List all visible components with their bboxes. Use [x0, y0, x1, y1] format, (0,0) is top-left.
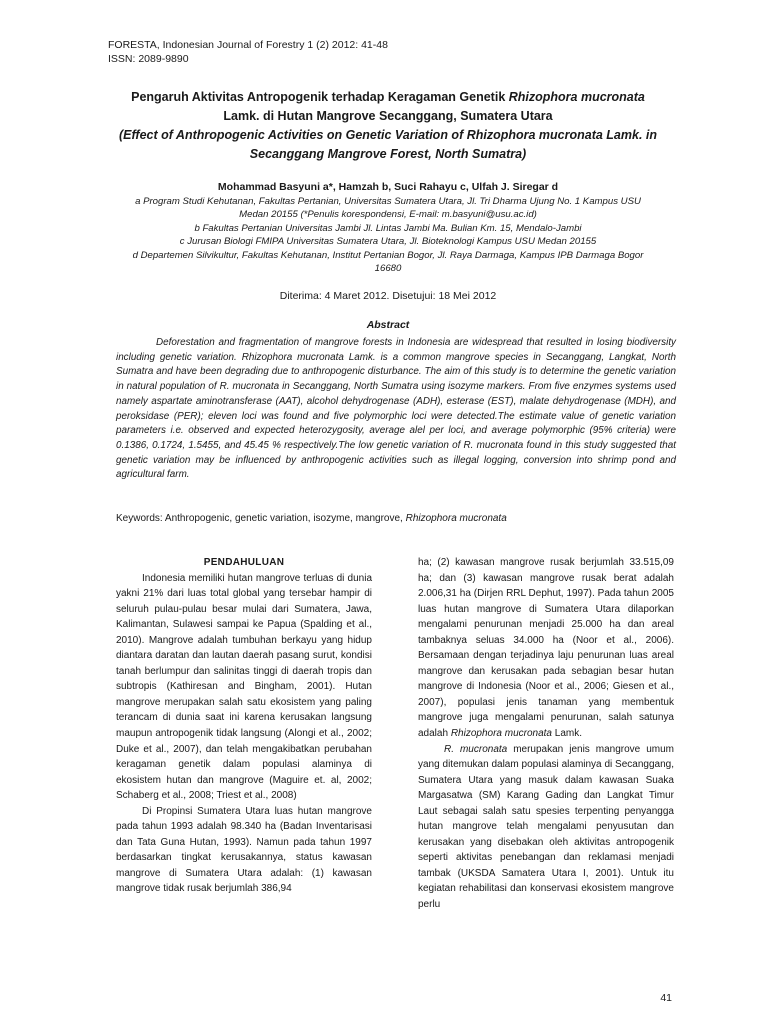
abstract-text: Deforestation and fragmentation of mangrove forests in Indonesia are widespread that resulted in losing biodiversity including genetic variation. Rhizophora mucronata Lamk. is a common mangrove species in Secanggang, Langkat, North Sumatra and have been degrading due to anthropogenic disturbance. The aim of this study is to determine the genetic variation in natural population of R. mucronata in Secanggang, North Sumatra using isozyme markers. From five enzymes systems used namely aspartate aminotransferase (AAT), alcohol dehydrogenase (ADH), esterase (EST), malate dehydrogenase (MDH), and peroksidase (PER); eleven loci was found and five polymorphic loci were detected.The estimate value of genetic variation parameters i.e. observed and expected heterozygosity, average alel per loci, and average polymorphic (95% criteria) were 0.1386, 0.1724, 1.5455, and 45.45 % respectively.The low genetic variation of R. mucronata found in this study suggested that genetic variation may be influenced by anthropogenic activities such as illegal logging, conversion into shrimp pond and agricultural farm. — [116, 337, 676, 481]
title-line-4: Secanggang Mangrove Forest, North Sumatra) — [249, 147, 527, 161]
title-species: Rhizophora mucronata — [508, 90, 645, 104]
abstract-heading: Abstract — [366, 319, 410, 331]
author-list: Mohammad Basyuni a*, Hamzah b, Suci Rahayu c, Ulfah J. Siregar d — [217, 181, 559, 193]
section-heading: PENDAHULUAN — [203, 557, 285, 568]
intro-paragraph-1: Indonesia memiliki hutan mangrove terluas di dunia yakni 21% dari luas total global yang tersebar hampir di seluruh pulau-pulau besar mulai dari Sumatera, Jawa, Kalimantan, Sulawesi sampai ke Papua (Spalding et al., 2010). Mangrove adalah tumbuhan berkayu yang hidup diantara daratan dan lautan daerah pasang surut, kondisi tanah berlumpur dan salinitas tinggi di daerah tropis dan subtropis (Kathiresan and Bingham, 2001). Hutan mangrove merupakan salah satu ekosistem yang paling terancam di dunia saat ini karena kerusakan langsung maupun antropogenik tidak langsung (Alongi et al., 2002; Duke et al., 2007), dan telah mengakibatkan perubahan keragaman genetik dalam populasi alaminya di ekosistem hutan dan mangrove (Maguire et. al, 2002; Schaberg et al., 2008; Triest et al., 2008) — [116, 572, 372, 802]
keywords: Keywords: Anthropogenic, genetic variation, isozyme, mangrove, Rhizophora mucronata — [116, 513, 507, 524]
affiliation-d-1: d Departemen Silvikultur, Fakultas Kehutanan, Institut Pertanian Bogor, Jl. Raya Darmaga, Kampus IPB Darmaga Bogor — [132, 249, 644, 261]
title-line-3: (Effect of Anthropogenic Activities on Genetic Variation of Rhizophora mucronata Lamk. in — [118, 128, 658, 142]
affiliation-c: c Jurusan Biologi FMIPA Universitas Sumatera Utara, Jl. Bioteknologi Kampus USU Medan 20155 — [179, 236, 597, 248]
affiliations — [110, 195, 666, 275]
issn: ISSN: 2089-9890 — [108, 53, 189, 65]
affiliation-d-2: 16680 — [374, 263, 402, 275]
intro-paragraph-4: R. mucronata merupakan jenis mangrove umum yang ditemukan dalam populasi alaminya di Secanggang, Sumatera Utara yang masuk dalam kawasan Suaka Margasatwa (SM) Karang Gading dan Langkat Timur Laut sebagai salah satu spesies terpenting penyangga hutan mangrove telah mengalami penyusutan dan kerusakan yang disebakan oleh aktivitas antropogenik seperti aktivitas penebangan dan reklamasi menjadi tambak (UKSDA Samatera Utara I, 2001). Untuk itu kegiatan rehabilitasi dan konservasi ekosistem mangrove perlu — [418, 743, 674, 911]
intro-paragraph-3: ha; (2) kawasan mangrove rusak berjumlah 33.515,09 ha; dan (3) kawasan mangrove rusak berat adalah 2.006,31 ha (Dirjen RRL Dephut, 1997). Pada tahun 2005 luas hutan mangrove di Sumatera Utara dilaporkan mengalami penurunan menjadi 25.000 ha dan areal tambaknya seluas 34.000 ha (Noor et al., 2006). Bersamaan dengan terjadinya laju penurunan luas areal mangrove dan kerusakan pada sebagian besar hutan mangrove di Indonesia (Noor et al., 2006; Giesen et al., 2007), populasi jenis tanaman yang membentuk mangrove juga mengalami penurunan, salah satunya adalah Rhizophora mucronata Lamk. — [418, 557, 674, 740]
page-number: 41 — [660, 992, 672, 1004]
journal-citation: FORESTA, Indonesian Journal of Forestry 1 (2) 2012: 41-48 — [108, 39, 388, 51]
received-accepted-dates: Diterima: 4 Maret 2012. Disetujui: 18 Mei 2012 — [279, 290, 497, 302]
title-line-1: Pengaruh Aktivitas Antropogenik terhadap Keragaman Genetik Rhizophora mucronata — [131, 90, 645, 104]
affiliation-b: b Fakultas Pertanian Universitas Jambi Jl. Lintas Jambi Ma. Bulian Km. 15, Mendalo-Jambi — [194, 222, 582, 234]
intro-paragraph-2: Di Propinsi Sumatera Utara luas hutan mangrove pada tahun 1993 adalah 98.340 ha (Badan Inventarisasi dan Tata Guna Hutan, 1993). Namun pada tahun 1997 berdasarkan tingkat kerusakannya, status kawasan mangrove di Sumatera Utara adalah: (1) kawasan mangrove tidak rusak berjumlah 386,94 — [116, 805, 372, 895]
running-header — [108, 38, 388, 66]
article-title — [110, 88, 666, 164]
title-line-2: Lamk. di Hutan Mangrove Secanggang, Sumatera Utara — [223, 109, 553, 123]
affiliation-a-2: Medan 20155 (*Penulis korespondensi, E-mail: m.basyuni@usu.ac.id) — [239, 209, 537, 221]
keyword-species: Rhizophora mucronata — [405, 513, 507, 524]
affiliation-a-1: a Program Studi Kehutanan, Fakultas Pertanian, Universitas Sumatera Utara, Jl. Tri Dharma Ujung No. 1 Kampus USU — [135, 196, 641, 207]
left-column — [116, 555, 372, 897]
right-column — [418, 555, 674, 913]
